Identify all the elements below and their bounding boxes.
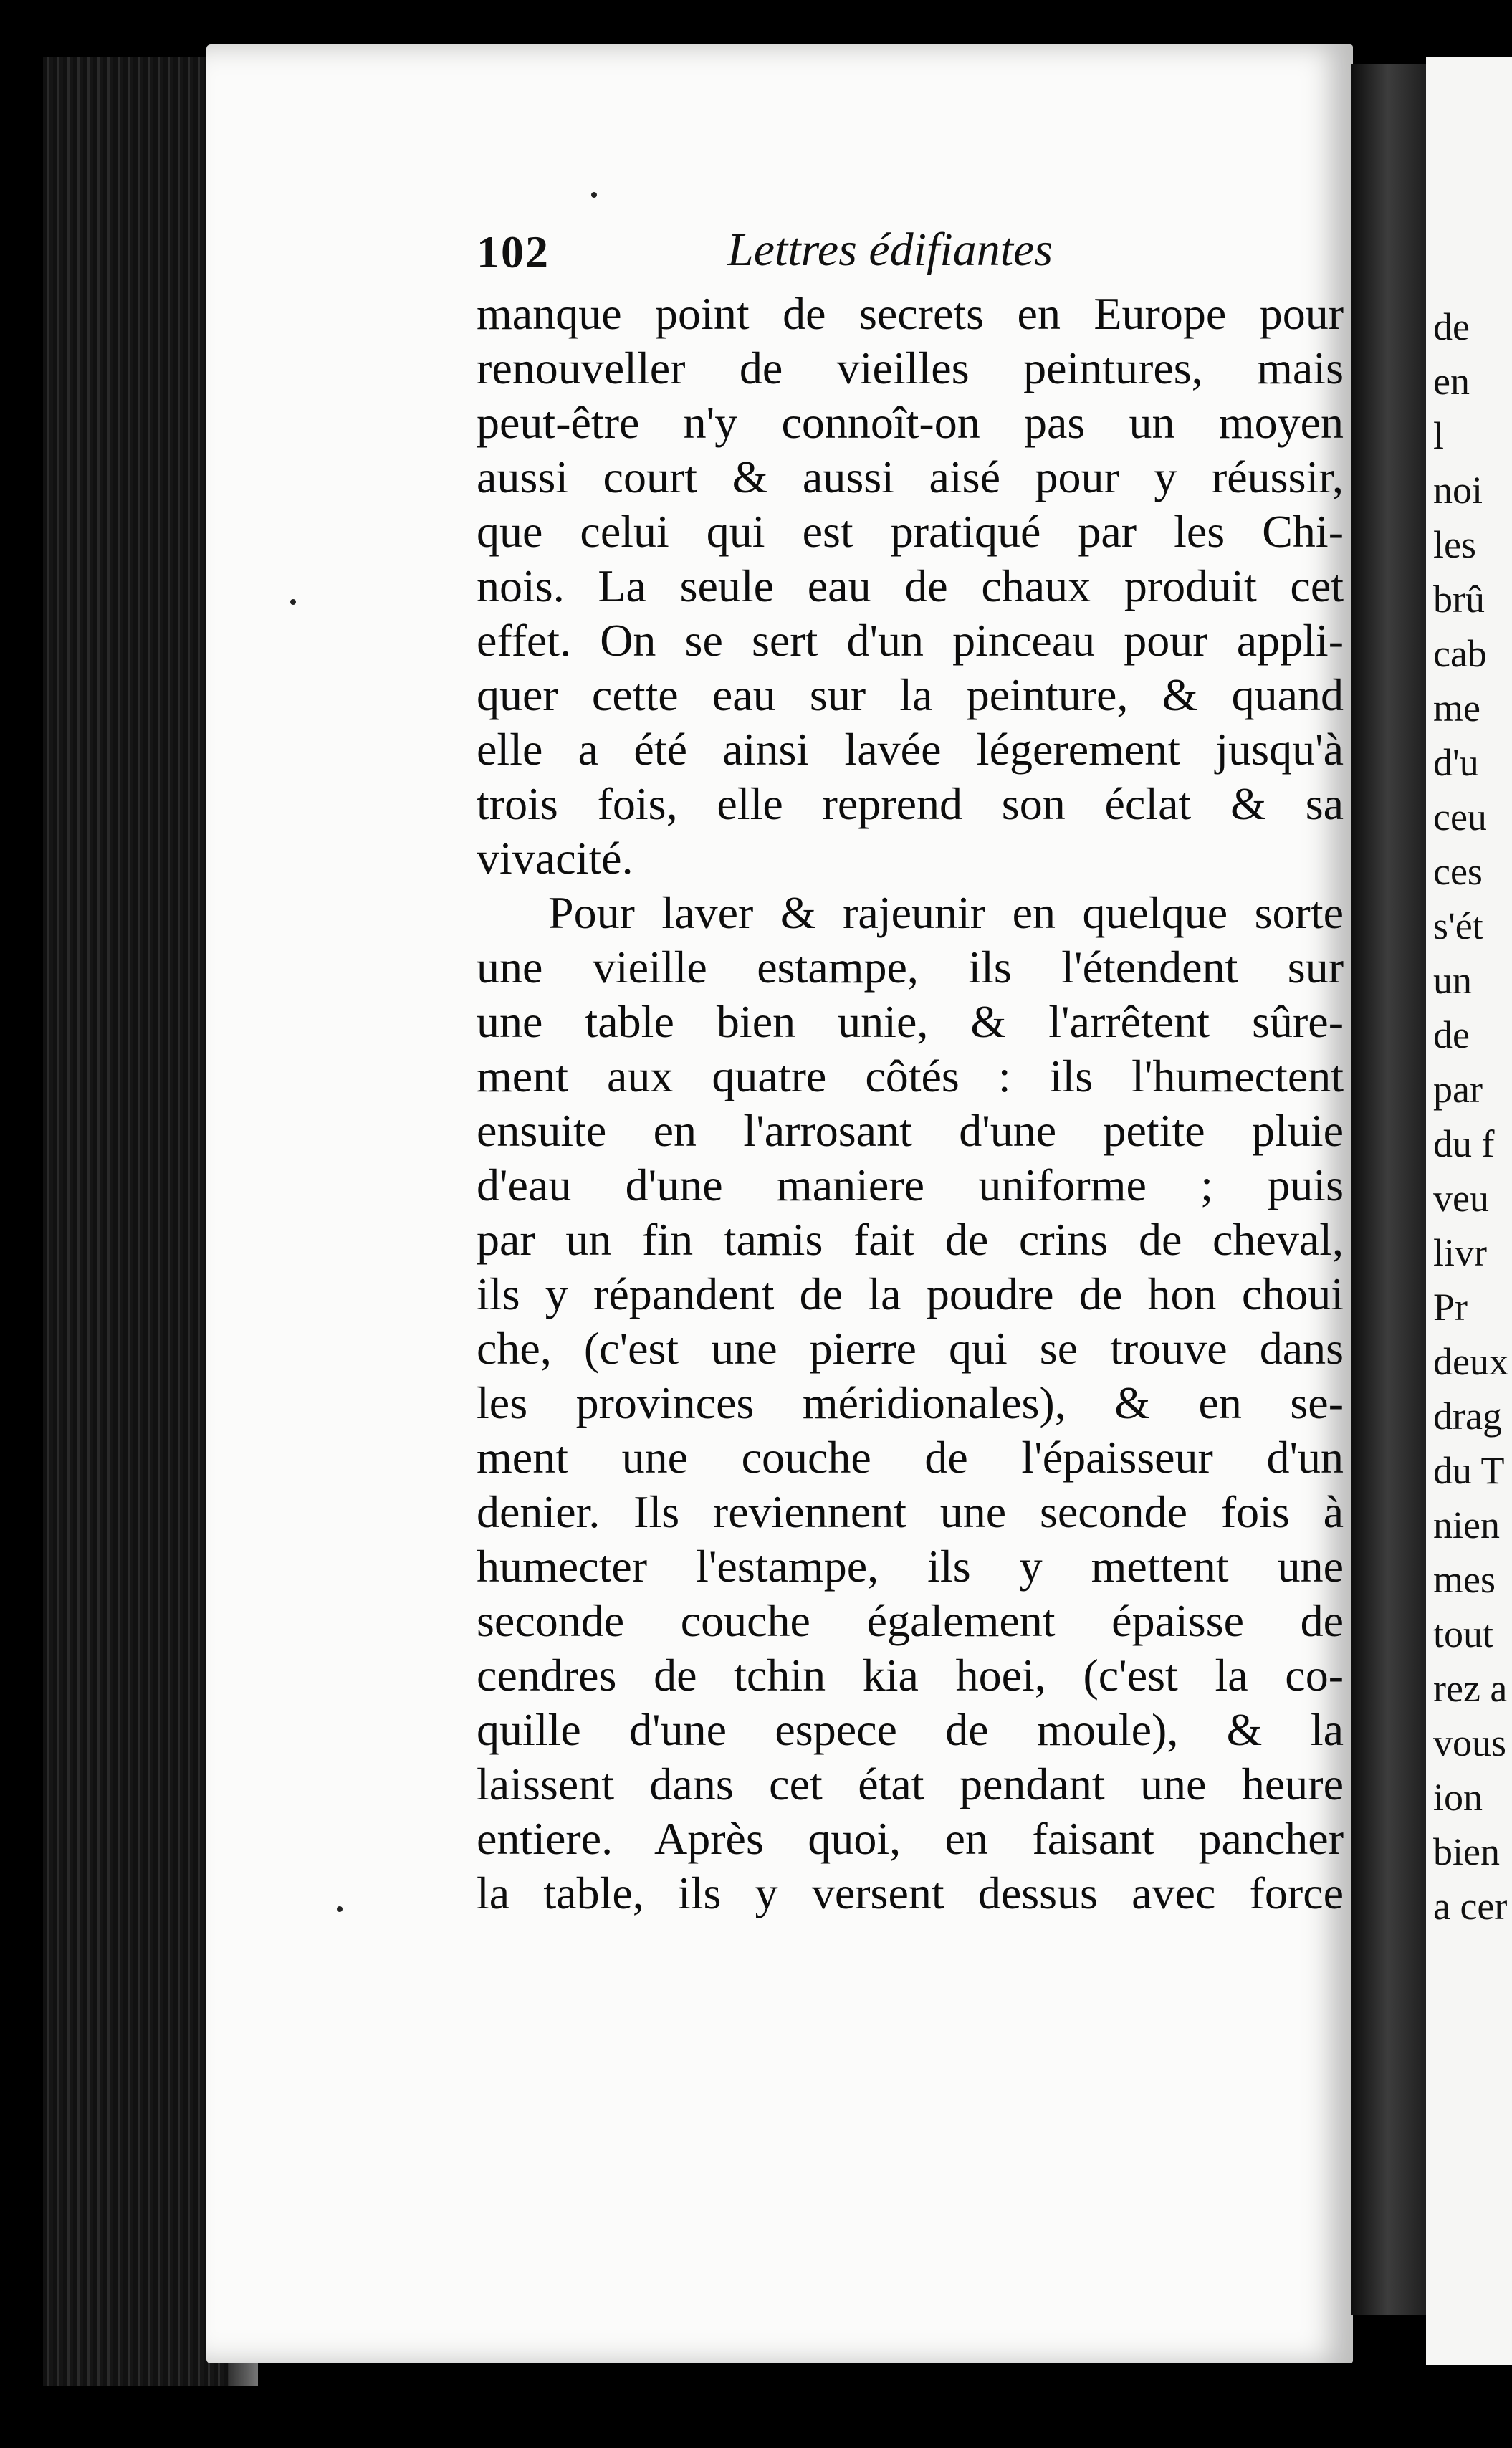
facing-page-fragment: tout	[1433, 1612, 1494, 1655]
text-line: seconde couche également épaisse de	[477, 1595, 1344, 1646]
text-line: les provinces méridionales), & en se-	[477, 1377, 1344, 1428]
ink-speck	[337, 1906, 343, 1912]
facing-page-fragment: du f	[1433, 1122, 1495, 1165]
text-line: ment aux quatre côtés : ils l'humectent	[477, 1051, 1344, 1101]
text-line: quille d'une espece de moule), & la	[477, 1704, 1344, 1755]
facing-page-fragment: brû	[1433, 578, 1485, 621]
facing-page-fragment: noi	[1433, 469, 1483, 512]
facing-page-fragment: l	[1433, 414, 1445, 457]
facing-page-fragment: cab	[1433, 632, 1487, 675]
text-line: effet. On se sert d'un pinceau pour appli-	[477, 615, 1344, 666]
text-line: que celui qui est pratiqué par les Chi-	[477, 506, 1344, 557]
running-title: Lettres édifiantes	[727, 224, 1053, 276]
text-line: ment une couche de l'épaisseur d'un	[477, 1432, 1344, 1483]
facing-page-fragment: nien	[1433, 1503, 1500, 1546]
facing-page-fragment: livr	[1433, 1231, 1487, 1274]
text-line: renouveller de vieilles peintures, mais	[477, 343, 1344, 393]
text-line: humecter l'estampe, ils y mettent une	[477, 1541, 1344, 1592]
ink-speck	[290, 599, 296, 605]
facing-page-fragment: me	[1433, 687, 1480, 730]
facing-page-fragment: d'u	[1433, 741, 1479, 784]
text-line: ils y répandent de la poudre de hon choui	[477, 1268, 1344, 1319]
text-line: che, (c'est une pierre qui se trouve dans	[477, 1323, 1344, 1374]
text-line: ensuite en l'arrosant d'une petite pluie	[477, 1105, 1344, 1156]
text-line: aussi court & aussi aisé pour y réussir,	[477, 451, 1344, 502]
facing-page-fragment: ces	[1433, 850, 1483, 893]
text-line: une vieille estampe, ils l'étendent sur	[477, 942, 1344, 993]
book-gutter	[1351, 64, 1433, 2315]
text-line: d'eau d'une maniere uniforme ; puis	[477, 1160, 1344, 1210]
text-line: manque point de secrets en Europe pour	[477, 288, 1344, 339]
text-line: peut-être n'y connoît-on pas un moyen	[477, 397, 1344, 448]
facing-page-fragment: du T	[1433, 1449, 1505, 1492]
text-line: la table, ils y versent dessus avec force	[477, 1868, 1344, 1918]
text-line: quer cette eau sur la peinture, & quand	[477, 669, 1344, 720]
text-line: Pour laver & rajeunir en quelque sorte	[548, 887, 1344, 938]
facing-page-fragment: a cer	[1433, 1885, 1508, 1928]
facing-page-fragment: veu	[1433, 1177, 1489, 1220]
facing-page-fragment: drag	[1433, 1395, 1502, 1438]
facing-page-fragment: bien	[1433, 1830, 1500, 1873]
facing-page-fragment: s'ét	[1433, 904, 1483, 947]
ink-speck	[591, 192, 597, 198]
facing-page-fragment: rez a	[1433, 1667, 1508, 1710]
text-line: cendres de tchin kia hoei, (c'est la co-	[477, 1650, 1344, 1701]
body-text	[477, 287, 1344, 1921]
page-number: 102	[477, 226, 550, 277]
text-line: laissent dans cet état pendant une heure	[477, 1759, 1344, 1809]
facing-page	[1426, 57, 1512, 2365]
facing-page-fragment: les	[1433, 523, 1476, 566]
text-line: denier. Ils reviennent une seconde fois à	[477, 1486, 1344, 1537]
page-header	[477, 226, 1344, 290]
facing-page-fragment: Pr	[1433, 1286, 1468, 1329]
text-line: une table bien unie, & l'arrêtent sûre-	[477, 996, 1344, 1047]
facing-page-fragment: mes	[1433, 1558, 1496, 1601]
facing-page-fragment: de	[1433, 305, 1470, 348]
facing-page-fragment: ceu	[1433, 795, 1487, 838]
facing-page-fragment: de	[1433, 1013, 1470, 1056]
facing-page-fragment: un	[1433, 959, 1472, 1002]
facing-page-fragment: par	[1433, 1068, 1483, 1111]
text-line: elle a été ainsi lavée légerement jusqu'à	[477, 724, 1344, 775]
text-line: entiere. Après quoi, en faisant pancher	[477, 1813, 1344, 1864]
facing-page-fragment: ion	[1433, 1776, 1483, 1819]
text-line: nois. La seule eau de chaux produit cet	[477, 560, 1344, 611]
text-line: trois fois, elle reprend son éclat & sa	[477, 778, 1344, 829]
text-line: vivacité.	[477, 833, 633, 884]
facing-page-fragment: deux	[1433, 1340, 1508, 1383]
text-line: par un fin tamis fait de crins de cheval,	[477, 1214, 1344, 1265]
facing-page-fragment: en	[1433, 360, 1470, 403]
facing-page-fragment: vous	[1433, 1721, 1507, 1764]
